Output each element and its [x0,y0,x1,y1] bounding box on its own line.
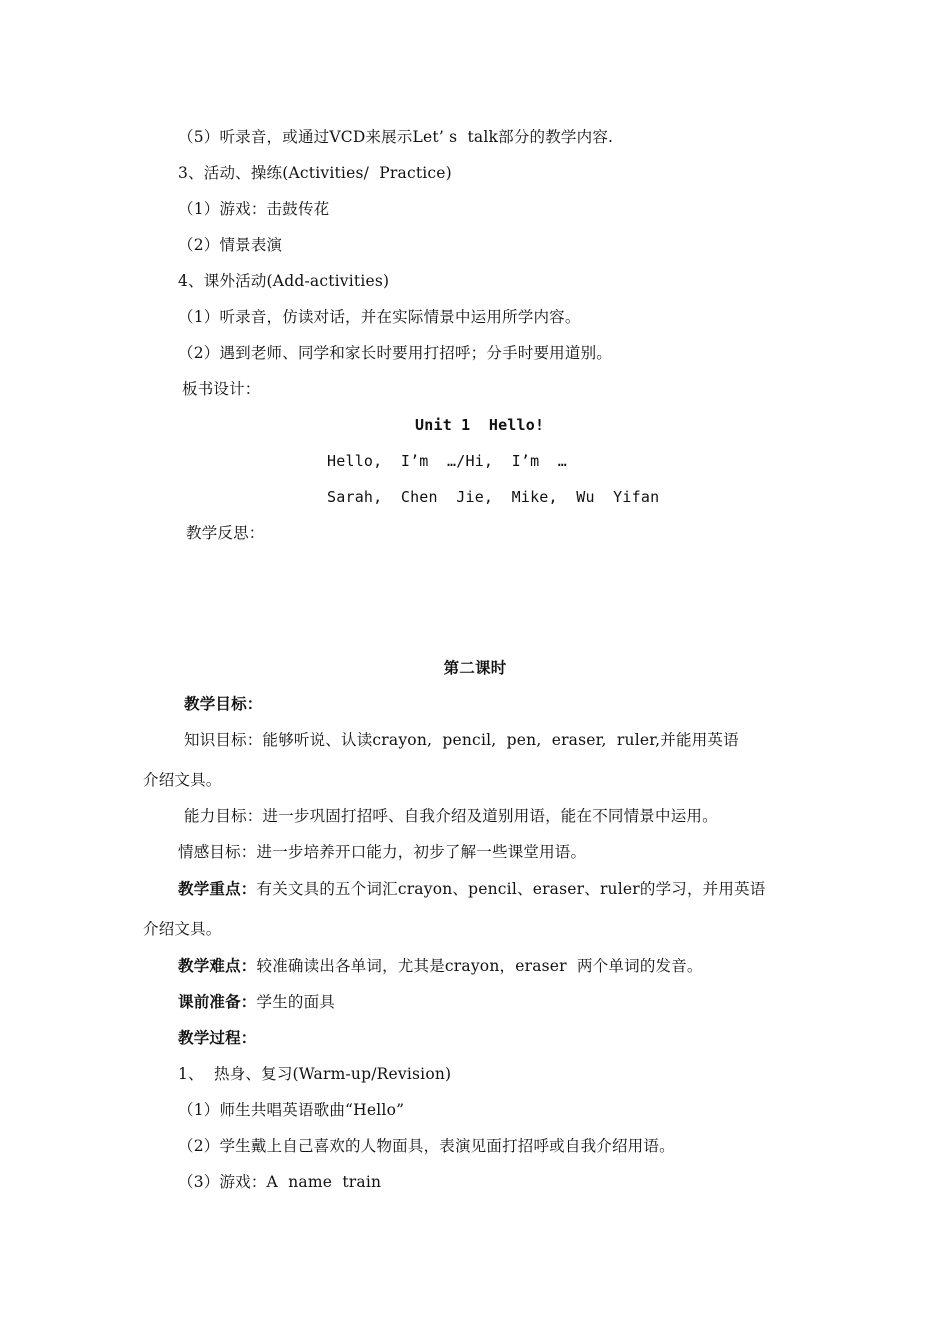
preparation [178,992,335,1012]
difficult-points-label: 教学难点： [178,956,257,975]
teaching-goals-label: 教学目标： [184,694,263,713]
reflection-label: 教学反思： [186,524,265,542]
preparation-text: 学生的面具 [256,993,336,1011]
key-points [178,879,765,899]
board-design-label: 板书设计： [182,380,261,398]
difficult-points-text: 较准确读出各单词，尤其是crayon，eraser 两个单词的发音。 [256,957,703,975]
line-game: （1）游戏：击鼓传花 [178,200,330,218]
lesson-two-title: 第二课时 [443,658,507,677]
line-add-activities-heading: 4、课外活动(Add-activities) [178,272,390,290]
line-listen-vcd: （5）听录音，或通过VCD来展示Let’ s talk部分的教学内容. [178,128,614,146]
line-greet-farewell: （2）遇到老师、同学和家长时要用打招呼；分手时要用道别。 [178,344,612,362]
emotion-goal: 情感目标：进一步培养开口能力，初步了解一些课堂用语。 [178,843,587,861]
knowledge-goal: 知识目标：能够听说、认读crayon, pencil, pen, eraser, ruler,并能用英语 [184,731,739,749]
board-title: Unit 1 Hello! [415,416,545,434]
ability-goal: 能力目标：进一步巩固打招呼、自我介绍及道别用语，能在不同情景中运用。 [184,807,718,825]
key-points-text: 有关文具的五个词汇crayon、pencil、eraser、ruler的学习，并用英语 [256,880,766,898]
process-song: （1）师生共唱英语歌曲“Hello” [178,1101,405,1119]
key-points-label: 教学重点： [178,879,257,898]
difficult-points [178,956,703,976]
process-masks: （2）学生戴上自己喜欢的人物面具，表演见面打招呼或自我介绍用语。 [178,1137,675,1155]
board-line-names: Sarah, Chen Jie, Mike, Wu Yifan [327,488,660,506]
line-activities-heading: 3、活动、操练(Activities/ Practice) [178,164,452,182]
key-points-cont: 介绍文具。 [143,920,222,938]
line-listen-imitate: （1）听录音，仿读对话，并在实际情景中运用所学内容。 [178,308,581,326]
process-warmup: 1、 热身、复习(Warm-up/Revision) [178,1065,452,1083]
knowledge-goal-cont: 介绍文具。 [143,771,222,789]
teaching-process-label: 教学过程： [178,1028,257,1047]
line-role-play: （2）情景表演 [178,236,283,254]
preparation-label: 课前准备： [178,992,257,1011]
board-line-greeting: Hello, I’m …/Hi, I’m … [327,452,567,470]
process-name-train: （3）游戏：A name train [178,1173,382,1191]
